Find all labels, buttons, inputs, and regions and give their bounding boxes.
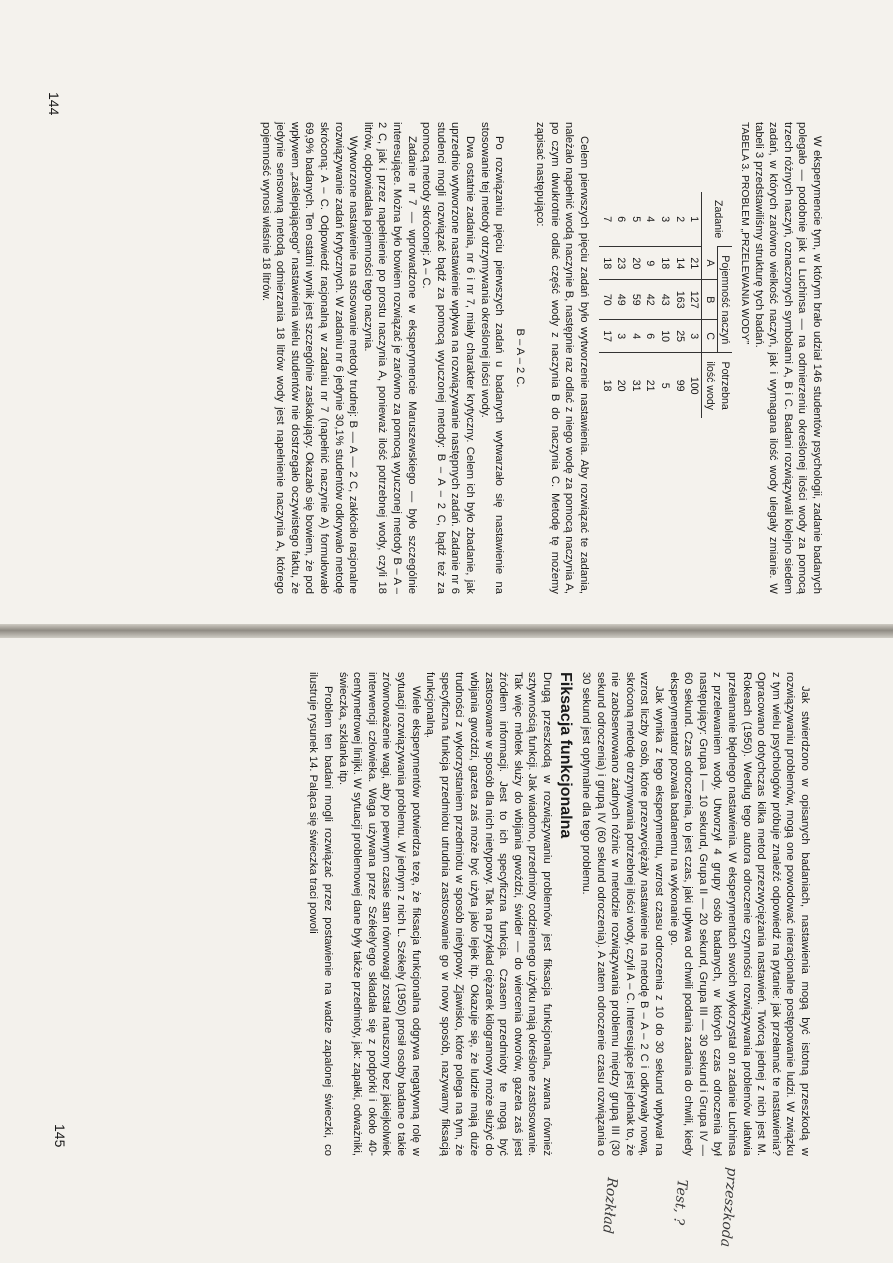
col-header-need: Potrzebna ilość wody	[702, 353, 733, 418]
col-header-group: Pojemność naczyń	[717, 247, 732, 353]
paragraph: Wytworzone nastawienie na stosowanie metody trudnej: B — A — 2 C, zakłóciło racjonalne rozwiązywanie zadań krytycznych. W zadaniu nr 6 jedynie 30,1% studentów odkrywało metodę skróconą: A – C. Odpowiedź racjonalną w zadaniu nr 7 (napełnić naczynie A) formułowało 69,9% badanych. Ten ostatni wynik jest szczególnie zaskakujący. Okazało się bowiem, że pod wpływem „zaślepiającego” nastawienia wielu studentów nie dostrzegało oczywistego faktu, że jedynie sensowną metodą odmierzania 18 litrów wody jest napełnienie naczynia A, którego pojemność wynosi właśnie 18 litrów.	[259, 122, 360, 594]
col-header-b: B	[702, 280, 718, 320]
page-number-145: 145	[52, 1124, 68, 1148]
page-144-text	[258, 122, 824, 594]
col-header-c: C	[702, 320, 718, 353]
formula: B – A – 2 C.	[513, 328, 526, 388]
paragraph: Problem ten badani mogli rozwiązać przez postawienie na wadze zapalonej świeczki, co ilustruje rysunek 14. Paląca się świeczka traci powoli	[307, 672, 334, 1156]
table-3	[599, 192, 732, 418]
col-header-a: A	[702, 247, 718, 280]
paragraph: Jak stwierdzono w opisanych badaniach, nastawienia mogą być istotną przeszkodą w rozwiązywaniu problemów, mogą one powodować nieracjonalne postępowanie ludzi. W związku z tym wielu psychologów próbuje znaleźć odpowiedź na pytanie: jak przełamać te nastawienia? Opracowano dotychczas kilka metod przezwyciężania nastawień. Twórcą jednej z nich jest M. Rokeach (1950). Według tego autora odroczenie czynności rozwiązywania problemów ułatwia przełamanie błędnego nastawienia. W eksperymentach swoich wykorzystał on zadanie Luchinsa z przelewaniem wody. Utworzył 4 grupy osób badanych, w których czas odroczenia był następujący: Grupa I — 10 sekund, Grupa II — 20 sekund, Grupa III — 30 sekund i Grupa IV — 60 sekund. Czas odroczenia, to jest czas, jaki upływa od chwili podania zadania do chwili, kiedy eksperymentator pozwala badanemu na wykonanie go.	[667, 672, 811, 1156]
table-row: 2 14 163 25 99	[672, 192, 687, 418]
table-row: 4 9 42 6 21	[643, 192, 658, 418]
page-145-text	[306, 672, 812, 1156]
paragraph: Celem pierwszych pięciu zadań było wytworzenie nastawienia. Aby rozwiązać te zadania, należało napełnić wodą naczynie B, następnie raz odlać z niego wodę za pomocą naczynia A, po czym dwukrotnie odlać część wody z naczynia B do naczynia C. Metodę tę możemy zapisać następująco:	[534, 122, 591, 594]
col-header-zadanie: Zadanie	[702, 192, 733, 247]
table-row: 3 18 43 10 5	[657, 192, 672, 418]
paragraph: Zadanie nr 7 — wprowadzone w eksperymencie Maruszewskiego — było szczególnie interesujące. Można było bowiem rozwiązać je zarówno za pomocą wyuczonej metody B – A – 2 C, jak i przez napełnienie po prostu naczynia A, ponieważ ilość potrzebnej wody, czyli 18 litrów, odpowiadała pojemności tego naczynia.	[361, 122, 418, 594]
table-row: 7 18 70 17 18	[599, 192, 614, 418]
paragraph: Po rozwiązaniu pięciu pierwszych zadań u badanych wytwarzało się nastawienie na stosowanie tej metody otrzymywania określonej ilości wody.	[478, 122, 506, 594]
paragraph: Drugą przeszkodą w rozwiązywaniu problemów jest fiksacja funkcjonalna, zwana również sztywnością funkcji. Jak wiadomo, przedmioty codziennego użytku mają określone zastosowanie. Tak więc młotek służy do wbijania gwoździ, świder — do wiercenia otworów, gazeta zaś jest źródłem informacji. Jest to ich specyficzna funkcja. Czasem przedmioty te mogą być zastosowane w sposób dla nich nietypowy. Tak na przykład ciężarek kilogramowy może służyć do wbijania gwoździ, gazeta zaś może być użyta jako lejek itp. Okazuje się, że ludzie mają duże trudności z wykorzystaniem przedmiotu w sposób nietypowy. Zjawisko, które polega na tym, że specyficzna funkcja przedmiotu utrudnia zastosowanie go w nowy sposób, nazywamy fiksacją funkcjonalną.	[424, 672, 553, 1156]
table-caption: TABELA 3. PROBLEM „PRZELEWANIA WODY”	[739, 122, 751, 345]
section-heading: Fiksacja funkcjonalna	[557, 672, 575, 839]
paragraph: W eksperymencie tym, w którym brało udział 146 studentów psychologii, zadanie badanych polegało — podobnie jak u Luchinsa — na odmierzeniu określonej ilości wody za pomocą trzech różnych naczyń, oznaczonych symbolami A, B i C. Badani rozwiązywali kolejno siedem zadań, w których zarówno wielkość naczyń, jak i wymagana ilość wody ulegały zmianie. W tabeli 3 przedstawiliśmy strukturę tych badań.	[752, 122, 823, 594]
table-row: 6 23 49 3 20	[614, 192, 629, 418]
handwritten-note: Test, ?	[670, 1178, 690, 1226]
paragraph: Wiele eksperymentów potwierdza tezę, że fiksacja funkcjonalna odgrywa negatywną rolę w sytuacji rozwiązywania problemu. W jednym z nich L. Székely (1950) prosił osoby badane o takie zrównoważenie wagi, aby po pewnym czasie stan równowagi został naruszony bez jakiejkolwiek interwencji człowieka. Waga używana przez Székely'ego składała się z podpórki i około 40-centymetrowej linijki. W sytuacji problemowej dane były także przedmioty, jak: zapałki, odważniki, świeczka, szklanka itp.	[336, 672, 422, 1156]
paragraph: Dwa ostatnie zadania, nr 6 i nr 7, miały charakter krytyczny. Celem ich było zbadanie, jak uprzednio wytworzone nastawienie wpływa na rozwiązywanie następnych zadań. Zadanie nr 6 studenci mogli rozwiązać bądź za pomocą wyuczonej metody: B – A – 2 C, bądź też za pomocą metody skróconej: A – C.	[420, 122, 476, 594]
paragraph: Jak wynika z tego eksperymentu, wzrost czasu odroczenia z 10 do 30 sekund wpływał na wzrost liczby osób, które przezwyciężały nastawienie na metodę B – A – 2 C i odkrywały nową, skróconą metodę otrzymywania potrzebnej ilości wody, czyli A – C. Interesujące jest jednak to, że nie zaobserwowano żadnych różnic w metodzie rozwiązywania problemu między grupą III (30 sekund odroczenia) i grupą IV (60 sekund odroczenia). A zatem odroczenie czasu rozwiązania o 30 sekund jest optymalne dla tego problemu.	[580, 672, 666, 1156]
page-number-144: 144	[46, 92, 62, 116]
table-row: 1 21 127 3 100	[687, 192, 702, 418]
book-gutter	[0, 624, 893, 638]
table-row: 5 20 59 4 31	[628, 192, 643, 418]
handwritten-note: przeszkoda	[717, 1166, 740, 1248]
handwritten-note: Rozkład	[599, 1176, 620, 1235]
